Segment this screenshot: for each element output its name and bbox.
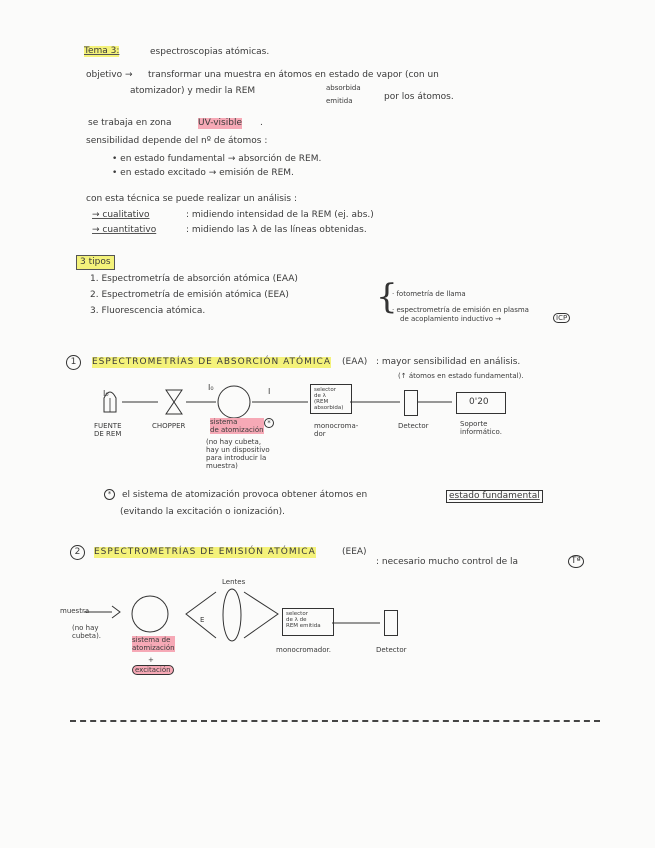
- section2-number: 2: [70, 545, 85, 560]
- section2-sample-label: muestra: [60, 607, 90, 615]
- emission-cone-left: [186, 592, 216, 638]
- sample-arrow-head: [112, 606, 120, 618]
- section1-readout: 0'20: [469, 397, 489, 407]
- types-item2: 2. Espectrometría de emisión atómica (EEA): [90, 290, 289, 300]
- section2-selector-text: selector de λ de REM emitida: [286, 611, 321, 629]
- section1-title: ESPECTROMETRÍAS DE ABSORCIÓN ATÓMICA: [92, 357, 331, 367]
- section1-note1: : mayor sensibilidad en análisis.: [376, 357, 521, 367]
- analysis-quantitative-desc: : midiendo las λ de las líneas obtenidas.: [186, 225, 367, 235]
- section1-detector-box: [404, 390, 418, 416]
- section2-monochromator-label: monocromador.: [276, 646, 331, 654]
- types-sub2b: de acoplamiento inductivo →: [400, 315, 502, 323]
- section1-monochromator-label: monocroma- dor: [314, 422, 359, 438]
- section1-source-label: FUENTE DE REM: [94, 422, 122, 438]
- zone-suffix: .: [260, 118, 263, 128]
- section1-footnote-marker: *: [104, 489, 115, 500]
- section2-no-cuvette: (no hay cubeta).: [72, 624, 102, 640]
- section1-note2: (↑ átomos en estado fundamental).: [398, 372, 524, 380]
- atomizer-circle: [218, 386, 250, 418]
- section1-atomizer-marker: *: [264, 418, 274, 428]
- objective-emitted: emitida: [326, 97, 353, 105]
- section1-atomizer-note: (no hay cubeta, hay un dispositivo para introducir la muestra): [206, 438, 270, 470]
- section2-title: ESPECTROMETRÍAS DE EMISIÓN ATÓMICA: [94, 547, 316, 557]
- objective-line1: transformar una muestra en átomos en estado de vapor (con un: [148, 70, 439, 80]
- objective-absorbed: absorbida: [326, 84, 361, 92]
- section2-atomizer-label: sistema de atomización: [132, 636, 175, 652]
- emission-atomizer-circle: [132, 596, 168, 632]
- section2-selector-box: [282, 608, 334, 636]
- section1-chopper-label: CHOPPER: [152, 422, 186, 430]
- objective-line2: atomizador) y medir la REM: [130, 86, 256, 96]
- section2-excitation: excitación: [132, 665, 174, 675]
- section1-selector-box: [310, 384, 352, 414]
- analysis-quantitative-label: → cuantitativo: [92, 225, 157, 235]
- types-item3: 3. Fluorescencia atómica.: [90, 306, 206, 316]
- chopper-shape: [166, 390, 182, 414]
- types-label: 3 tipos: [76, 255, 115, 270]
- section1-abbr: (EAA): [342, 357, 368, 367]
- analysis-qualitative-label: → cualitativo: [92, 210, 150, 220]
- sensitivity-bullet1: • en estado fundamental → absorción de REM.: [112, 154, 322, 164]
- types-sub1: · fotometría de llama: [392, 290, 466, 298]
- lens-shape: [223, 589, 241, 641]
- section1-atomizer-label: sistema de atomización: [210, 418, 264, 434]
- emission-cone-right: [244, 592, 278, 638]
- section1-readout-box: [456, 392, 506, 414]
- section2-plus: +: [148, 656, 154, 664]
- section2-temp: Tª: [568, 555, 584, 568]
- objective-label: objetivo →: [86, 70, 133, 80]
- section1-footnote-emphasis: estado fundamental: [446, 490, 543, 503]
- section2-abbr: (EEA): [342, 547, 367, 557]
- section1-software-label: Soporte informático.: [460, 420, 502, 436]
- zone-prefix: se trabaja en zona: [88, 118, 172, 128]
- page-end-dashed-line: [70, 720, 600, 722]
- section1-detector-label: Detector: [398, 422, 429, 430]
- types-icp: ICP: [553, 313, 570, 323]
- types-item1: 1. Espectrometría de absorción atómica (EAA): [90, 274, 298, 284]
- section1-selector-text: selector de λ (REM absorbida): [314, 387, 344, 411]
- sensitivity-bullet2: • en estado excitado → emisión de REM.: [112, 168, 294, 178]
- section2-detector-label: Detector: [376, 646, 407, 654]
- section2-lenses-label: Lentes: [222, 578, 246, 586]
- sensitivity-line: sensibilidad depende del nº de átomos :: [86, 136, 268, 146]
- section2-note: : necesario mucho control de la: [376, 557, 519, 567]
- section1-footnote-line2: (evitando la excitación o ionización).: [120, 507, 285, 517]
- types-brace: {: [376, 277, 398, 317]
- section2-e-label: E: [200, 616, 205, 624]
- types-sub2a: · espectrometría de emisión en plasma: [392, 306, 529, 314]
- section1-i-label: I: [268, 387, 271, 396]
- analysis-intro: con esta técnica se puede realizar un análisis :: [86, 194, 297, 204]
- section2-detector-box: [384, 610, 398, 636]
- analysis-qualitative-desc: : midiendo intensidad de la REM (ej. abs.): [186, 210, 374, 220]
- topic-label: Tema 3:: [84, 46, 120, 56]
- section1-i0: I₀: [103, 389, 109, 398]
- topic-title: espectroscopias atómicas.: [150, 47, 270, 57]
- objective-tail: por los átomos.: [384, 92, 454, 102]
- section1-i0-label: I₀: [208, 383, 214, 392]
- section1-footnote-line1: el sistema de atomización provoca obtener átomos en: [122, 490, 368, 500]
- section1-number: 1: [66, 355, 81, 370]
- zone-highlight: UV-visible: [198, 118, 242, 128]
